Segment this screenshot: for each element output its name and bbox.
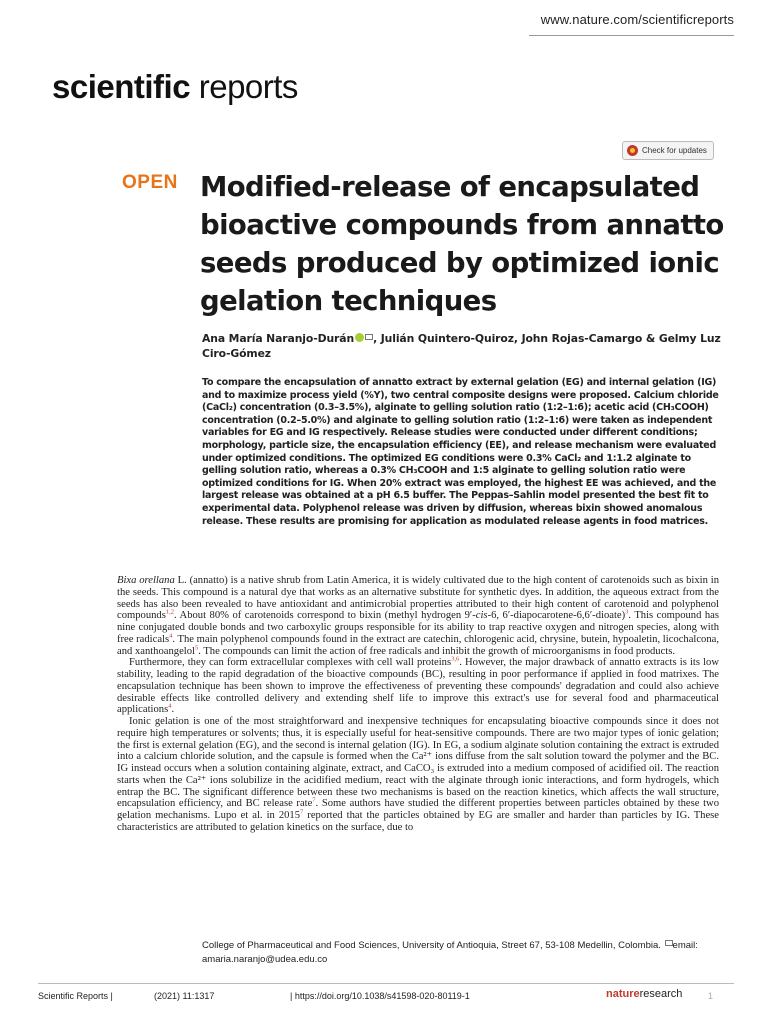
reference-link[interactable]: 3,6: [451, 655, 460, 663]
text-run: .: [171, 704, 175, 716]
article-body: [117, 575, 719, 834]
email-icon: [665, 940, 673, 946]
text-run: Furthermore, they can form extracellular complexes with cell wall proteins: [129, 657, 452, 669]
email-link[interactable]: amaria.naranjo@udea.edu.co: [202, 954, 328, 965]
author-list: [202, 331, 722, 361]
author-list-rest: , Julián Quintero-Quiroz, John Rojas-Camargo & Gelmy Luz Ciro-Gómez: [202, 332, 721, 360]
crossmark-icon: [627, 145, 638, 156]
text-run: . The main polyphenol compounds found in the extract are catechin, chlorogenic acid, chrysine, butein, hypoaletin, licochalcona, and xanthoangelol: [117, 633, 719, 657]
paragraph: [117, 657, 719, 716]
text-run: -6, 6′-diapocarotene-6,6′-dioate): [487, 610, 626, 622]
text-run: . Some authors have studied the different properties between particles obtained by these two gelation mechanisms. Lupo et al. in 2015: [117, 798, 719, 821]
reference-link[interactable]: 7: [300, 808, 304, 816]
reference-link[interactable]: 7: [312, 796, 316, 804]
reference-link[interactable]: 4: [169, 632, 173, 640]
paragraph: [117, 716, 719, 834]
email-icon[interactable]: [365, 334, 373, 340]
orcid-icon[interactable]: [355, 333, 364, 342]
text-run: Ionic gelation is one of the most straightforward and inexpensive techniques for encapsulating bioactive compounds since it does not require high temperatures or solvents; thus, it is especially useful for heat-sensitive compounds. There are two major types of ionic gelation; the first is external gelation (EG), and the second is internal gelation (IG). In EG, a sodium alginate solution containing the extract is extruded into a calcium chloride solution, and the capsule is formed when the Ca²⁺ ions diffuse from the salt solution toward the polymer and the BC. IG instead occurs when a solution containing alginate, extract, and CaCO₃ is extruded into a medium composed of acidified oil. The reaction starts when the Ca²⁺ ions solubilize in the acidified medium, react with the alginate through ionic interactions, and form hydrogels, which entrap the BC. The significant difference between these two mechanisms is based on the reaction kinetics, which affects the wall structure, encapsulation efficiency, and BC release rate: [117, 716, 719, 810]
text-run: . However, the major drawback of annatto extracts is its low stability, leading to the rapid degradation of the bioactive compounds (BC), resulting in poor performance if applied in food matrixes. The encapsulation technique has been shown to improve the effectiveness of preventing these compounds' degradation and could also achieve desirable effects like controlled delivery and extending shelf life to improve this extract's use for several food and pharmaceutical applications: [117, 657, 719, 716]
affiliation: [202, 939, 722, 967]
journal-logo-bold: scientific: [52, 68, 191, 105]
reference-link[interactable]: 5: [194, 643, 199, 651]
publisher-brand: nature: [606, 988, 640, 1000]
italic-term: cis: [475, 610, 488, 622]
check-updates-label: Check for updates: [642, 146, 707, 155]
abstract: To compare the encapsulation of annatto extract by external gelation (EG) and internal gelation (IG) and to maximize process yield (%Y), two central composite designs were proposed. Calcium chloride (CaCl₂) concentration (0.3–3.5%), alginate to gelling solution ratio (1:2–1:6); acetic acid (CH₃COOH) concentration (0.2–5.0%) and alginate to gelling solution ratio (1:2–1:6) were taken as independent variables for EG and IG respectively. Release studies were conducted under different conditions; morphology, particle size, the encapsulation efficiency (EE), and release mechanism were evaluated under optimized conditions. The optimized EG conditions were 0.3% CaCl₂ and 1:1.2 alginate to gelling solution ratio, whereas a 0.3% CH₃COOH and 1:5 alginate to gelling solution ratio were optimized conditions for IG. When 20% extract was employed, the highest EE was achieved, and the largest release was obtained at a pH 6.5 buffer. The Peppas–Sahlin model presented the best fit to experimental data. Polyphenol release was driven by diffusion, whereas bixin showed anomalous release. These results are promising for application as modulated release agents in food matrices.: [202, 377, 719, 527]
publisher-rest: research: [639, 988, 683, 1000]
open-access-label: OPEN: [122, 172, 178, 193]
footer-journal: Scientific Reports |: [38, 991, 113, 1001]
doi-link[interactable]: | https://doi.org/10.1038/s41598-020-80119-1: [290, 991, 470, 1001]
text-run: . About 80% of carotenoids correspond to bixin (methyl hydrogen 9′-: [173, 610, 476, 622]
author-link[interactable]: Ana María Naranjo-Durán: [202, 332, 355, 345]
reference-link[interactable]: 4: [168, 702, 172, 710]
text-run: reported that the particles obtained by EG are smaller and harder than particles by IG. These characteristics are attributed to gelation kinetics on the surface, due to: [117, 810, 719, 833]
publisher-logo[interactable]: [606, 988, 682, 1000]
footer-volume: (2021) 11:1317: [154, 991, 215, 1001]
article-title: Modified-release of encapsulated bioactive compounds from annatto seeds produced by optimized ionic gelation techniques: [200, 171, 724, 317]
journal-logo[interactable]: [52, 68, 298, 106]
text-run: . The compounds can limit the action of free radicals and inhibit the growth of microorganisms in food products.: [198, 645, 676, 657]
reference-link[interactable]: 1,2: [165, 608, 174, 616]
text-run: L. (annatto) is a native shrub from Latin America, it is widely cultivated due to the high content of carotenoids such as bixin in the seeds. This compound is a natural dye that works as an alternative substitute for synthetic dyes. In addition, the aqueous extract from the seeds has also been revealed to have antioxidant and antimicrobial properties attributed to their high content of carotenoid and polyphenol compounds: [117, 575, 719, 622]
email-label: email:: [672, 940, 698, 951]
footer-divider: [38, 983, 734, 984]
paragraph: [117, 575, 719, 657]
journal-logo-light: reports: [190, 68, 298, 105]
reference-link[interactable]: 3: [625, 608, 629, 616]
text-run: . This compound has nine conjugated double bonds and two carboxylic groups responsible for its ability to trap reactive oxygen and nitrogen species, along with free radicals: [117, 610, 720, 645]
affiliation-text: College of Pharmaceutical and Food Sciences, University of Antioquia, Street 67, 53-108 Medellin, Colombia.: [202, 940, 664, 951]
species-name: Bixa orellana: [117, 575, 175, 586]
journal-url[interactable]: www.nature.com/scientificreports: [529, 12, 734, 36]
check-for-updates-button[interactable]: [622, 141, 714, 160]
page-number: 1: [708, 991, 714, 1001]
